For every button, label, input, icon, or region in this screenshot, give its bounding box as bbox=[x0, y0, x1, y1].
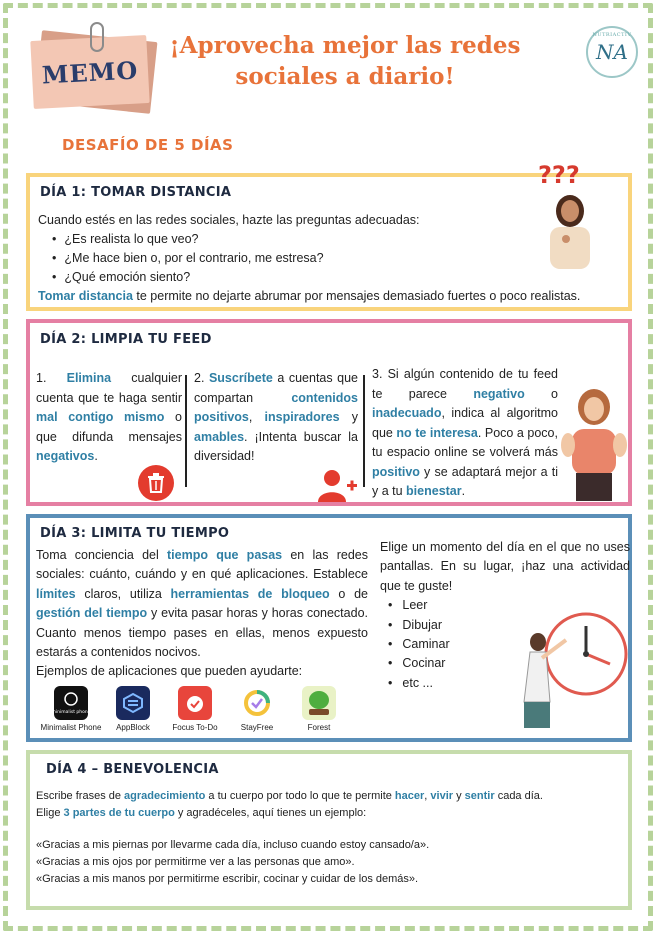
list-item: • ¿Es realista lo que veo? bbox=[52, 230, 618, 249]
day3-card bbox=[26, 514, 632, 742]
memo-note bbox=[32, 28, 154, 110]
day2-title: DÍA 2: LIMPIA TU FEED bbox=[40, 332, 212, 347]
app-stayfree: StayFree bbox=[226, 686, 288, 732]
day2-step2: 2. Suscríbete a cuentas que compartan contenidos positivos, inspiradores y amables. ¡Intenta buscar la diversidad! bbox=[194, 371, 358, 463]
trash-icon bbox=[138, 465, 174, 501]
appblock-icon bbox=[116, 686, 150, 720]
app-forest: Forest bbox=[288, 686, 350, 732]
minimalist-phone-icon bbox=[51, 686, 91, 720]
app-minimalist-phone: minimalist phone Minimalist Phone bbox=[40, 686, 102, 732]
list-item: • Dibujar bbox=[388, 616, 630, 635]
list-item: • Caminar bbox=[388, 635, 630, 654]
divider bbox=[185, 375, 187, 487]
focus-todo-icon bbox=[178, 686, 212, 720]
nutriactiv-logo: NUTRIACTIV NA bbox=[586, 26, 638, 78]
list-item: • etc ... bbox=[388, 674, 630, 693]
thinking-woman-illustration bbox=[530, 161, 610, 271]
day1-conclusion: Tomar distancia te permite no dejarte abrumar por mensajes demasiado fuertes o poco realistas. bbox=[38, 289, 581, 303]
day3-title: DÍA 3: LIMITA TU TIEMPO bbox=[40, 526, 230, 541]
day1-intro: Cuando estés en las redes sociales, hazte las preguntas adecuadas: bbox=[38, 213, 420, 227]
day3-right-text: Elige un momento del día en el que no uses pantallas. En su lugar, ¡haz una actividad que te guste! • Leer • Dibujar • Caminar • Cocinar • etc ... bbox=[380, 538, 630, 693]
day4-card bbox=[26, 750, 632, 910]
day4-title: DÍA 4 – BENEVOLENCIA bbox=[46, 762, 219, 777]
paperclip-icon bbox=[90, 22, 104, 52]
svg-text:???: ??? bbox=[538, 161, 580, 189]
list-item: • ¿Me hace bien o, por el contrario, me estresa? bbox=[52, 249, 618, 268]
forest-icon bbox=[302, 686, 336, 720]
day3-left-text: Toma conciencia del tiempo que pasas en las redes sociales: cuánto, cuándo y en qué aplicaciones. Establece límites claros, utiliza herramientas de bloqueo o de gestión del tiempo y evita pasar horas y horas conectado. Cuanto menos tiempo pases en ellas, menos expuesto estarás a contenidos nocivos. Ejemplos de aplicaciones que pueden ayudarte: bbox=[36, 546, 368, 682]
day2-step1: 1. Elimina cualquier cuenta que te haga sentir mal contigo mismo o que difunda mensajes negativos. bbox=[36, 371, 182, 463]
quote: «Gracias a mis ojos por permitirme ver a las personas que amo». bbox=[36, 856, 355, 868]
svg-text:minimalist phone: minimalist phone bbox=[51, 710, 91, 715]
stayfree-icon bbox=[240, 686, 274, 720]
clock-illustration bbox=[504, 606, 634, 728]
stop-gesture-woman-illustration bbox=[558, 385, 628, 501]
memo-label: MEMO bbox=[41, 54, 139, 90]
page-title: ¡Aprovecha mejor las redes sociales a diario! bbox=[169, 32, 521, 90]
day3-examples-label: Ejemplos de aplicaciones que pueden ayudarte: bbox=[36, 664, 303, 679]
app-appblock: AppBlock bbox=[102, 686, 164, 732]
list-item: • Leer bbox=[388, 596, 630, 615]
divider bbox=[363, 375, 365, 487]
app-list bbox=[40, 686, 350, 732]
list-item: • ¿Qué emoción siento? bbox=[52, 268, 618, 287]
day2-card bbox=[26, 319, 632, 506]
list-item: • Cocinar bbox=[388, 654, 630, 673]
app-focus-todo: Focus To-Do bbox=[164, 686, 226, 732]
quote: «Gracias a mis manos por permitirme escribir, cocinar y cuidar de los demás». bbox=[36, 873, 419, 885]
day2-step3: 3. Si algún contenido de tu feed te parece negativo o inadecuado, indica al algoritmo que no te interesa. Poco a poco, tu espacio online se volverá más positivo y se adaptará mejor a ti y a tu bienestar. bbox=[372, 367, 558, 498]
day1-card bbox=[26, 161, 632, 311]
challenge-heading: DESAFÍO DE 5 DÍAS bbox=[62, 136, 234, 154]
quote: «Gracias a mis piernas por llevarme cada día, incluso cuando estoy cansado/a». bbox=[36, 839, 430, 851]
day1-title: DÍA 1: TOMAR DISTANCIA bbox=[40, 185, 232, 200]
day4-text: Escribe frases de agradecimiento a tu cuerpo por todo lo que te permite hacer, vivir y sentir cada día. Elige 3 partes de tu cuerpo y agradéceles, aquí tienes un ejemplo: «Gracias a mis piernas por llevarme cada día, incluso cuando estoy cansado/a». «Gracias a mis ojos por permitirme ver a las personas que amo». «Gracias a mis manos por permitirme escribir, cocinar y cuidar de los demás». bbox=[36, 788, 626, 888]
add-user-icon bbox=[316, 469, 358, 503]
